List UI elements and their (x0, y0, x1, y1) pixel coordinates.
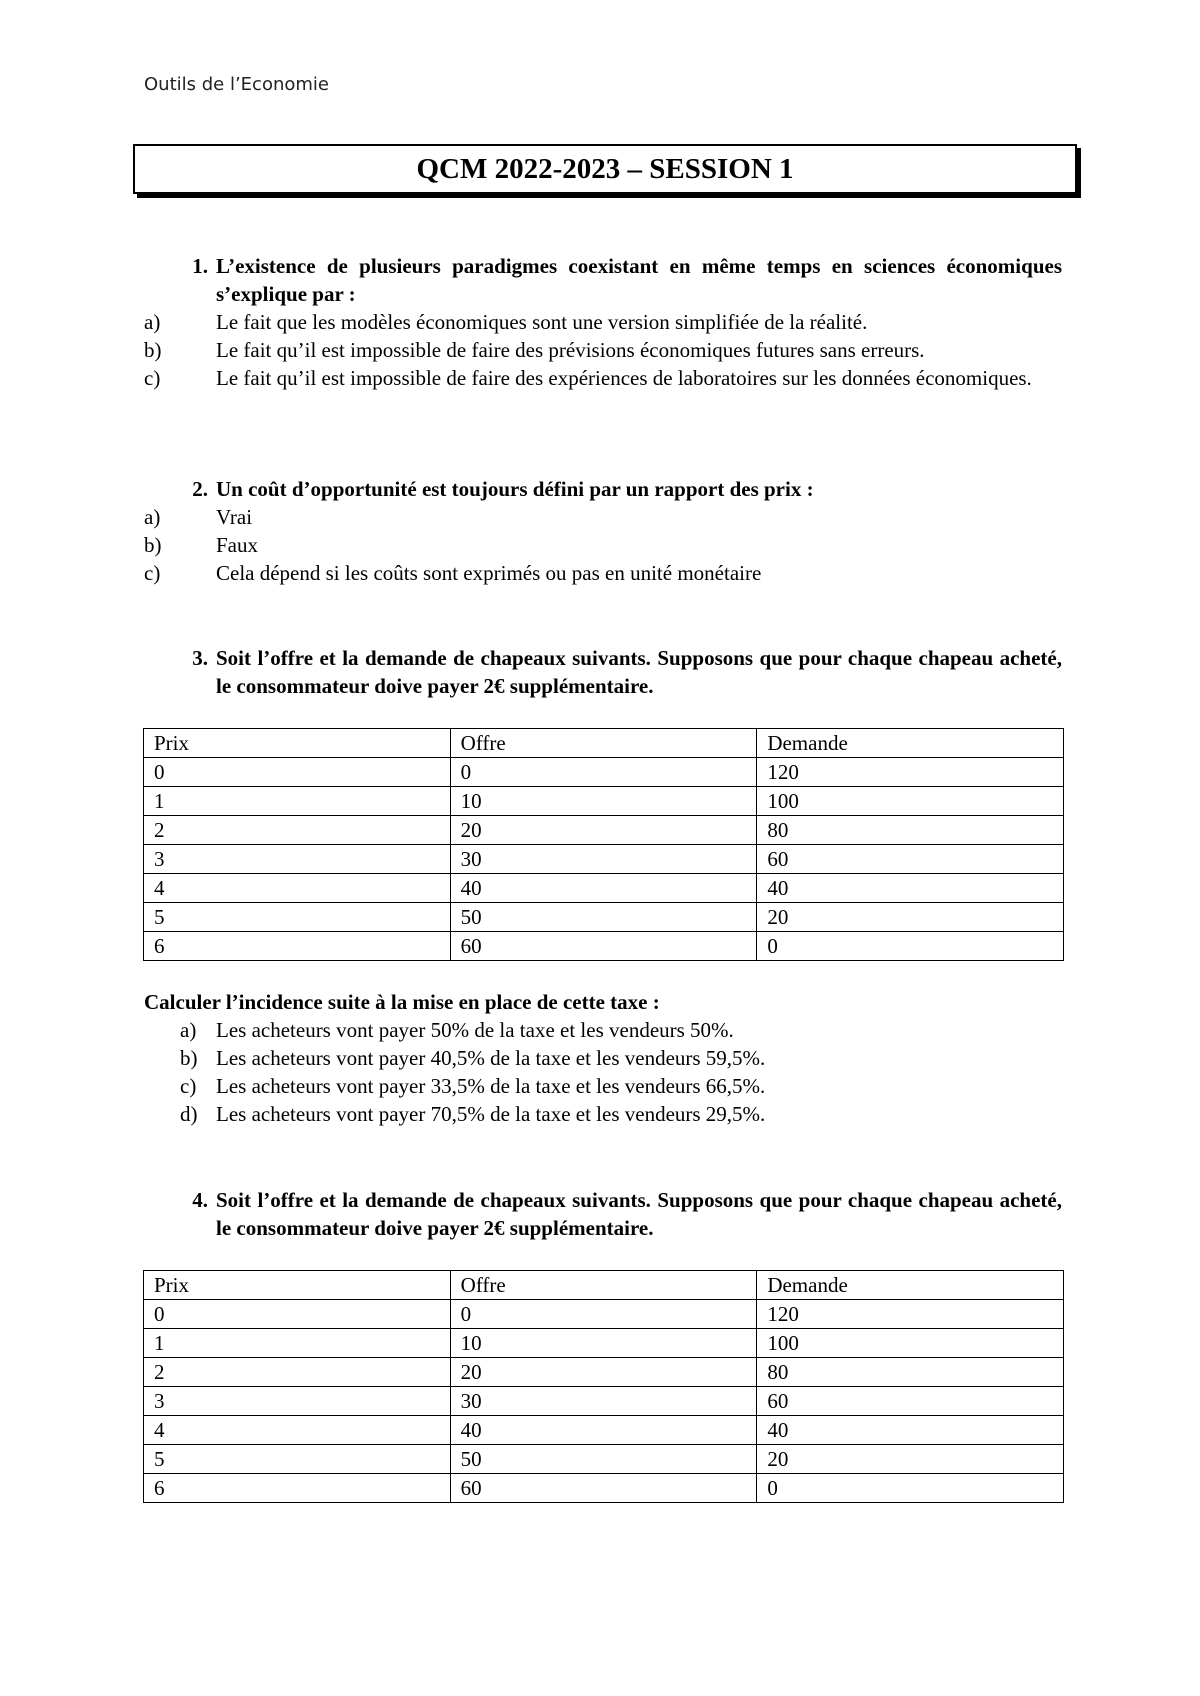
table-cell: 20 (450, 816, 757, 845)
table-cell: 0 (450, 758, 757, 787)
table-cell: 6 (144, 932, 451, 961)
table-row (144, 903, 1064, 932)
table-cell: 60 (450, 932, 757, 961)
table-cell: 20 (450, 1358, 757, 1387)
option-text: Le fait que les modèles économiques sont une version simplifiée de la réalité. (216, 310, 868, 334)
table-cell: 4 (144, 1416, 451, 1445)
question-number: 2. (192, 477, 208, 501)
option-b[interactable] (144, 1044, 1062, 1072)
table-cell: 5 (144, 1445, 451, 1474)
question-text: Soit l’offre et la demande de chapeaux suivants. Supposons que pour chaque chapeau acheté, le consommateur doive payer 2€ supplémentaire. (216, 646, 1062, 698)
option-c[interactable] (144, 364, 1062, 392)
table-cell: 0 (144, 1300, 451, 1329)
table-cell: 60 (450, 1474, 757, 1503)
table-cell: 100 (757, 787, 1064, 816)
table-row (144, 1358, 1064, 1387)
option-letter: a) (144, 310, 161, 334)
table-header-row (144, 1271, 1064, 1300)
question-4 (144, 1186, 1062, 1242)
option-b[interactable] (144, 531, 1062, 559)
option-text: Les acheteurs vont payer 50% de la taxe et les vendeurs 50%. (216, 1018, 734, 1042)
option-text: Les acheteurs vont payer 40,5% de la taxe et les vendeurs 59,5%. (216, 1046, 766, 1070)
option-text: Cela dépend si les coûts sont exprimés ou pas en unité monétaire (216, 561, 762, 585)
table-cell: 30 (450, 845, 757, 874)
option-text: Faux (216, 533, 258, 557)
option-a[interactable] (144, 503, 1062, 531)
question-3 (144, 644, 1062, 700)
option-text: Vrai (216, 505, 253, 529)
table-cell: 20 (757, 903, 1064, 932)
table-header-cell: Prix (144, 1271, 451, 1300)
option-letter: a) (180, 1018, 197, 1042)
table-cell: 30 (450, 1387, 757, 1416)
question-2 (144, 475, 1062, 587)
table-cell: 3 (144, 1387, 451, 1416)
table-cell: 80 (757, 816, 1064, 845)
table-cell: 0 (757, 932, 1064, 961)
table-cell: 0 (757, 1474, 1064, 1503)
option-letter: d) (180, 1102, 198, 1126)
table-row (144, 845, 1064, 874)
table-row (144, 1474, 1064, 1503)
option-letter: c) (144, 366, 161, 390)
table-row (144, 1445, 1064, 1474)
table-cell: 2 (144, 816, 451, 845)
option-letter: a) (144, 505, 161, 529)
table-cell: 10 (450, 787, 757, 816)
table-header-cell: Offre (450, 729, 757, 758)
sub-question: Calculer l’incidence suite à la mise en place de cette taxe : (144, 990, 660, 1014)
table-row (144, 1300, 1064, 1329)
question-text: Soit l’offre et la demande de chapeaux suivants. Supposons que pour chaque chapeau acheté, le consommateur doive payer 2€ supplémentaire. (216, 1188, 1062, 1240)
option-letter: c) (180, 1074, 197, 1098)
page-header: Outils de l’Economie (144, 74, 329, 95)
option-d[interactable] (144, 1100, 1062, 1128)
option-c[interactable] (144, 559, 1062, 587)
question-text: L’existence de plusieurs paradigmes coexistant en même temps en sciences économiques s’explique par : (216, 254, 1062, 306)
table-cell: 50 (450, 1445, 757, 1474)
question-number: 1. (192, 254, 208, 278)
table-cell: 5 (144, 903, 451, 932)
table-cell: 0 (450, 1300, 757, 1329)
option-text: Les acheteurs vont payer 33,5% de la taxe et les vendeurs 66,5%. (216, 1074, 766, 1098)
option-letter: b) (144, 338, 162, 362)
table-cell: 6 (144, 1474, 451, 1503)
table-cell: 40 (757, 1416, 1064, 1445)
table-cell: 100 (757, 1329, 1064, 1358)
option-letter: c) (144, 561, 161, 585)
table-cell: 40 (450, 874, 757, 903)
option-text: Le fait qu’il est impossible de faire des prévisions économiques futures sans erreurs. (216, 338, 925, 362)
table-header-cell: Offre (450, 1271, 757, 1300)
question-1 (144, 252, 1062, 392)
table-cell: 40 (757, 874, 1064, 903)
table-header-cell: Prix (144, 729, 451, 758)
table-cell: 120 (757, 1300, 1064, 1329)
table-cell: 50 (450, 903, 757, 932)
option-b[interactable] (144, 336, 1062, 364)
table-row (144, 787, 1064, 816)
table-row (144, 758, 1064, 787)
option-letter: b) (144, 533, 162, 557)
question-3-answers (144, 988, 1062, 1128)
table-cell: 60 (757, 845, 1064, 874)
supply-demand-table (143, 728, 1064, 961)
supply-demand-table-2 (143, 1270, 1064, 1503)
table-cell: 2 (144, 1358, 451, 1387)
table-row (144, 932, 1064, 961)
table-row (144, 1387, 1064, 1416)
table-header-cell: Demande (757, 1271, 1064, 1300)
page-title: QCM 2022-2023 – SESSION 1 (133, 144, 1077, 194)
option-a[interactable] (144, 1016, 1062, 1044)
table-cell: 0 (144, 758, 451, 787)
table-cell: 120 (757, 758, 1064, 787)
table-row (144, 1416, 1064, 1445)
table-cell: 20 (757, 1445, 1064, 1474)
table-cell: 1 (144, 1329, 451, 1358)
table-row (144, 816, 1064, 845)
option-text: Les acheteurs vont payer 70,5% de la taxe et les vendeurs 29,5%. (216, 1102, 766, 1126)
table-row (144, 1329, 1064, 1358)
question-text: Un coût d’opportunité est toujours défini par un rapport des prix : (216, 477, 814, 501)
option-a[interactable] (144, 308, 1062, 336)
table-cell: 60 (757, 1387, 1064, 1416)
table-cell: 1 (144, 787, 451, 816)
table-cell: 80 (757, 1358, 1064, 1387)
question-number: 3. (192, 646, 208, 670)
table-header-cell: Demande (757, 729, 1064, 758)
option-letter: b) (180, 1046, 198, 1070)
table-cell: 40 (450, 1416, 757, 1445)
table-header-row (144, 729, 1064, 758)
option-c[interactable] (144, 1072, 1062, 1100)
table-cell: 10 (450, 1329, 757, 1358)
table-cell: 3 (144, 845, 451, 874)
table-row (144, 874, 1064, 903)
option-text: Le fait qu’il est impossible de faire des expériences de laboratoires sur les données économiques. (216, 366, 1032, 390)
table-cell: 4 (144, 874, 451, 903)
question-number: 4. (192, 1188, 208, 1212)
